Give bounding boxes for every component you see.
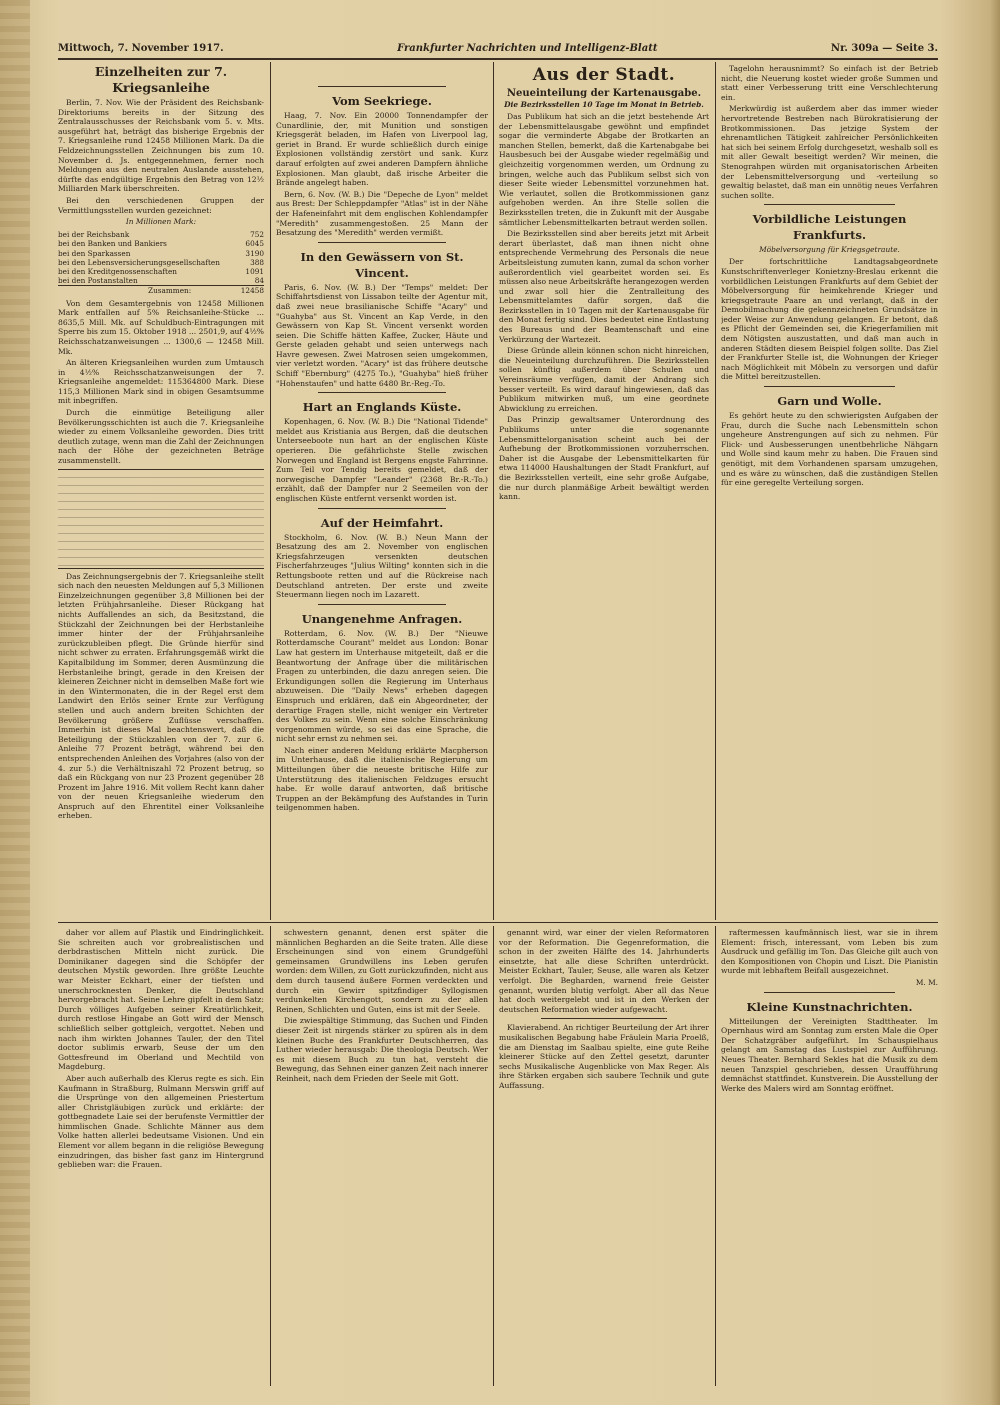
feuilleton-p5: genannt wird, war einer der vielen Reformatoren vor der Reformation. Die Gegenreformation, die schon in der zweiten Hälfte des 14. Jahrhunderts einsetzte, hat alle diese Schriften unterdrückt. Meister Eckhart, Tauler, Seuse, alle waren als Ketzer verfolgt. Die Begharden, warnend freie Geister genannt, wurden blutig verfolgt. Aber all das Neue hat doch weitergelebt und ist in den Werken der deutschen Reformation wieder aufgewacht. xyxy=(499,928,709,1014)
local-note-p1: Tagelohn herausnimmt? So einfach ist der Betrieb nicht, die Neuerung kostet wieder große Summen und statt einer Verbesserung tritt eine Verschlechterung ein. xyxy=(721,64,938,102)
unpleasant-questions-report-2: Nach einer anderen Meldung erklärte Macpherson im Unterhause, daß die italienische Regierung um Mitteilungen über die neueste britische Hilfe zur Unterstützung des italienischen Feldzuges ersucht habe. Er wolle darauf antworten, daß britische Truppen an der Bekämpfung des Aufstandes in Turin teilgenommen haben. xyxy=(276,745,488,813)
page-binding xyxy=(0,0,30,1405)
war-loan-groups-intro: Bei den verschiedenen Gruppen der Vermittlungsstellen wurden gezeichnet: xyxy=(58,195,264,215)
city-section-title: Aus der Stadt. xyxy=(532,65,676,85)
table-row: bei der Reichsbank 752 xyxy=(58,230,264,240)
sea-war-report-1: Haag, 7. Nov. Ein 20000 Tonnendampfer der Cunardlinie, der, mit Munition und sonstigen Kriegsgerät beladen, im Hafen von Liverpool lag, geriet in Brand. Er wurde schließlich durch einige Explosionen vollständig zerstört und sank. Kurz darauf erfolgten auf zwei anderen Dampfern ähnliche Explosionen. Man glaubt, daß irische Arbeiter die Brände angelegt haben. xyxy=(276,111,488,188)
masthead: Frankfurter Nachrichten und Intelligenz-Blatt xyxy=(397,42,658,54)
homeward-headline: Auf der Heimfahrt. xyxy=(320,515,444,530)
issue-date: Mittwoch, 7. November 1917. xyxy=(58,42,224,54)
piano-recital-report: Klavierabend. An richtiger Beurteilung der Art ihrer musikalischen Begabung habe Fräulein Maria Proelß, die am Dienstag im Saalbau spielte, eine gute Reihe kleinerer Stücke auf den Zettel gesetzt, darunter sechs Musikalische Augenblicke von Max Reger. Als ihre Stärken ergaben sich saubere Technik und gute Auffassung. xyxy=(499,1023,709,1090)
unit-label: In Millionen Mark: xyxy=(125,217,197,227)
column-divider xyxy=(493,926,494,1386)
feuilleton-column-1 xyxy=(58,928,264,1386)
feuilleton-column-4 xyxy=(721,928,938,1386)
feuilleton-p1: daher vor allem auf Plastik und Eindringlichkeit. Sie schreiten auch vor grobrealistischen und derbdrastischen Mitteln nicht zurück. Die Dominikaner dagegen sind die Schöpfer der deutschen Mystik geworden. Ihre größte Leuchte war Meister Eckhart, einer der tiefsten und unerschrocknesten Denker, die Deutschland hervorgebracht hat. Seine Lehre gipfelt in dem Satz: Durch völliges Aufgeben seiner Kreatürlichkeit, durch restlose Hingabe an Gott wird der Mensch schließlich selber gottgleich, vergottet. Neben und nach ihm wirkten Johannes Tauler, der den Titel doctor sublimis erwarb, Seuse der um den Gottesfreund im Oberland und Mechtild von Magdeburg. xyxy=(58,928,264,1072)
unpleasant-questions-headline: Unangenehme Anfragen. xyxy=(301,611,463,626)
divider xyxy=(764,204,894,205)
card-distribution-p4: Das Prinzip gewaltsamer Unterordnung des Publikums unter die sogenannte Lebensmittelorganisation scheint auch bei der Aufhebung der Brotkommissionen vorzuherrschen. Daher ist die Ausgabe der Lebensmittelkarten für etwa 114000 Haushaltungen der Stadt Frankfurt, auf die Bezirksstellen verteilt, eine sehr große Aufgabe, die nur durch planmäßige Arbeit bewältigt werden kann. xyxy=(499,415,709,502)
sea-war-report-2: Bern, 6. Nov. (W. B.) Die "Depeche de Lyon" meldet aus Brest: Der Schleppdampfer "Atlas" ist in der Nähe der Hafeneinfahrt mit dem englischen Kohlendampfer "Meredith" zusammengestoßen. 25 Mann der Besatzung des "Meredith" werden vermißt. xyxy=(276,189,488,238)
card-distribution-subheadline: Die Bezirksstellen 10 Tage im Monat in Betrieb. xyxy=(504,100,704,109)
feuilleton-p4: Die zwiespältige Stimmung, das Suchen und Finden dieser Zeit ist nirgends stärker zu spüren als in dem kleinen Buche des Frankfurter Deutschherren, das Luther wieder herausgab: Die theologia Deutsch. Wer es mit diesem Buch zu tun hat, versteht die Bewegung, das Sehnen einer ganzen Zeit nach innerer Reinheit, nach dem Frieden der Seele mit Gott. xyxy=(276,1016,488,1083)
column-naval-news xyxy=(276,64,488,918)
feuilleton-p6: raftermessen kaufmännisch liest, war sie in ihrem Element: frisch, interessant, vom Leben bis zum Ausdruck und gefällig im Ton. Das Gleiche gilt auch von den Kompositionen von Chopin und Liszt. Die Pianistin wurde mit lebhaftem Beifall ausgezeichnet. xyxy=(721,928,938,976)
war-loan-intro: Berlin, 7. Nov. Wie der Präsident des Reichsbank-Direktoriums bereits in der Sitzung des Zentralausschusses der Reichsbank vom 5. v. Mts. ausgeführt hat, beträgt das bisherige Ergebnis der 7. Kriegsanleihe rund 12458 Millionen Mark. Da die Feldzeichnungsstellen Zeichnungen bis zum 10. November d. Js. entgegennehmen, ferner noch Meldungen aus den neutralen Auslande ausstehen, dürfte das endgültige Ergebnis den Betrag von 12½ Milliarden Mark überschreiten. xyxy=(58,98,264,194)
divider xyxy=(541,1018,667,1019)
exemplary-subheadline: Möbelversorgung für Kriegsgetraute. xyxy=(759,245,900,255)
page-header xyxy=(58,40,938,56)
divider xyxy=(764,386,894,387)
war-loan-headline: Einzelheiten zur 7. Kriegsanleihe xyxy=(94,64,228,95)
sea-war-headline: Vom Seekriege. xyxy=(332,94,432,108)
st-vincent-report: Paris, 6. Nov. (W. B.) Der "Temps" meldet: Der Schiffahrtsdienst von Lissabon teilte der Agentur mit, daß zwei neue brasilianische Schiffe "Acary" und "Guahyba" aus St. Vincent an Kap Verde, in den Gewässern von Kap St. Vincent versenkt worden seien. Die Schiffe hätten Kaffee, Zucker, Häute und Gerste geladen gehabt und seien unterwegs nach Havre gewesen. Zwei Matrosen seien umgekommen, vier verletzt worden. "Acary" ist das frühere deutsche Schiff "Ebernburg" (4275 To.), "Guahyba" hieß früher "Hohenstaufen" und hatte 6480 Br.-Reg.-To. xyxy=(276,282,488,388)
groups-table xyxy=(58,230,264,295)
issue-number: Nr. 309a — Seite 3. xyxy=(830,42,938,54)
war-loan-participation: Durch die einmütige Beteiligung aller Bevölkerungsschichten ist auch die 7. Kriegsanleihe wieder zu einem Volksanleihe geworden. Dies tritt deutlich zutage, wenn man die Zahl der Zeichnungen nach der Höhe der gezeichneten Beträge zusammenstellt. xyxy=(58,408,264,466)
local-note-p2: Merkwürdig ist außerdem aber das immer wieder hervortretende Bestreben nach Bürokratisierung der Brotkommissionen. Das jetzige System der ehrenamtlichen Tätigkeit zahlreicher Persönlichkeiten hat sich bei seinem Erfolg durchgesetzt, weshalb soll es mit aller Gewalt beseitigt werden? Wir meinen, die Stenograhpen würden mit organisatorischen Arbeiten der Lebensmittelversorgung und -verteilung so gewaltig belastet, daß man ein unnötig neues Verfahren suchen sollte. xyxy=(721,104,938,200)
war-loan-result: Das Zeichnungsergebnis der 7. Kriegsanleihe stellt sich nach den neuesten Meldungen auf 5,3 Millionen Einzelzeichnungen gegenüber 3,8 Millionen bei der letzten Frühjahrsanleihe. Dieser Rückgang hat nichts Auffallendes an sich, da Besitzstand, die Stückzahl der Zeichnungen bei der Herbstanleihe immer hinter der der Frühjahrsanleihe zurückzubleiben pflegt. Die Gründe hierfür sind nicht schwer zu erraten. Erfahrungsgemäß wirkt die Kapitalbildung im Sommer, deren Ausmünzung die Herbstanleihe bringt, gerade in den Kreisen der kleineren Zeichner nicht in demselben Maße fort wie in den Wintermonaten, die in der Regel erst dem Landwirt den Erlös seiner Ernte zur Verfügung stellen und auch andern breiten Schichten der Bevölkerung größere Zuflüsse verschaffen. Immerhin ist dieses Mal beachtenswert, daß die Beteiligung der Stückzahlen von der 7. zur 6. Anleihe 77 Prozent beträgt, während bei den entsprechenden Anleihen des Vorjahres (also von der 4. zur 5.) die Verhältniszahl 72 Prozent betrug, so daß ein Rückgang von nur 23 Prozent gegenüber 28 Prozent im Jahre 1916. Mit vollem Recht kann daher von der neuen Kriegsanleihe wiederum den Anspruch auf den Ehrentitel einer Volksanleihe erheben. xyxy=(58,571,264,821)
column-divider xyxy=(493,62,494,920)
divider xyxy=(318,86,445,87)
divider xyxy=(318,392,445,393)
card-distribution-headline: Neueinteilung der Kartenausgabe. xyxy=(506,88,702,99)
column-local-notes xyxy=(721,64,938,918)
table-row: bei den Banken und Bankiers 6045 xyxy=(58,239,264,249)
art-news-headline: Kleine Kunstnachrichten. xyxy=(746,999,913,1014)
table-row: bei den Kreditgenossenschaften 1091 xyxy=(58,266,264,276)
divider xyxy=(318,508,445,509)
column-divider xyxy=(715,926,716,1386)
war-loan-summary: Von dem Gesamtergebnis von 12458 Millionen Mark entfallen auf 5% Reichsanleihe-Stücke ... 8635,5 Mill. Mk. auf Schuldbuch-Eintragungen mit Sperre bis zum 15. Oktober 1918 ... 2501,9, auf 4½% Reichsschatzanweisungen ... 1300,6 — 12458 Mill. Mk. xyxy=(58,298,264,356)
english-coast-headline: Hart an Englands Küste. xyxy=(302,400,462,415)
st-vincent-headline: In den Gewässern von St. Vincent. xyxy=(300,249,464,280)
card-distribution-p3: Diese Gründe allein können schon nicht hinreichen, die Neueinteilung durchzuführen. Die Bezirksstellen sollen künftig außerdem über Schulen und Vereinsräume verfügen, damit der Andrang sich besser verteilt. Es wird darauf hingewiesen, daß das Publikum mitwirken muß, um eine geordnete Abwicklung zu erreichen. xyxy=(499,346,709,413)
english-coast-report: Kopenhagen, 6. Nov. (W. B.) Die "National Tidende" meldet aus Kristiania aus Bergen, daß die deutschen Unterseeboote nun hart an der englischen Küste operieren. Die gefährlichste Stelle zwischen Norwegen und England ist Bergens engste Fahrrinne. Zum Teil vor Tendig bereits gemeldet, daß der norwegische Dampfer "Leander" (2368 Br.-R.-To.) erzählt, daß der Dampfer nur 2 Seemeilen von der englischen Küste entfernt versenkt worden ist. xyxy=(276,417,488,503)
feuilleton-column-2 xyxy=(276,928,488,1386)
column-divider xyxy=(270,62,271,920)
table-row: bei den Sparkassen 3190 xyxy=(58,248,264,258)
subscription-size-table xyxy=(58,469,264,569)
column-divider xyxy=(270,926,271,1386)
fold-rule xyxy=(58,922,938,923)
divider xyxy=(318,604,445,605)
table-row: bei den Lebensversicherungsgesellschaften 388 xyxy=(58,257,264,267)
table-total-row: Zusammen: 12458 xyxy=(58,285,264,295)
exemplary-report: Der fortschrittliche Landtagsabgeordnete Kunstschriftenverleger Konietzny-Breslau erkennt die vorbildlichen Leistungen Frankfurts auf dem Gebiet der Möbelversorgung für heimkehrende Krieger und kriegsgetraute Paare an und verlangt, daß in der Demobilmachung die gekennzeichneten Grundsätze in jeder Weise zur Anwendung gelangen. Er betont, daß es Pflicht der Gemeinden sei, die Kriegerfamilien mit dem Nötigsten auszustatten, und daß man auch in anderen Städten diesem Beispiel folgen sollte. Das Ziel der Frankfurter Stelle ist, die Wohnungen der Krieger nach Möglichkeit mit Möbeln zu versorgen und dafür die Mittel bereitzustellen. xyxy=(721,257,938,382)
yarn-wool-headline: Garn und Wolle. xyxy=(777,394,882,409)
feuilleton-p3: schwestern genannt, denen erst später die männlichen Begharden an die Seite traten. Alle diese Erscheinungen sind von einem Grundgefühl gemeinsamen Grundwillens ins Leben gerufen worden: dem Willen, zu Gott zurückzufinden, nicht aus dem durch tausend äußere Formen verdeckten und durch ein Gewirr spitzfindiger Syllogismen verdunkelten Kirchengott, sondern zu der allen Reinen, Schlichten und Guten, eins ist mit der Seele. xyxy=(276,928,488,1014)
yarn-wool-report: Es gehört heute zu den schwierigsten Aufgaben der Frau, durch die Suche nach Lebensmitteln schon ungeheure Anstrengungen auf sich zu nehmen. Für Flick- und Ausbesserungen unentbehrliche Nähgarn und Wolle sind kaum mehr zu haben. Die Frauen sind genötigt, mit dem Vorhandenen sparsam umzugehen, und es wäre zu wünschen, daß die zuständigen Stellen für eine geregelte Verteilung sorgen. xyxy=(721,411,938,488)
table-row: bei den Postanstalten 84 xyxy=(58,276,264,286)
divider xyxy=(318,242,445,243)
unpleasant-questions-report: Rotterdam, 6. Nov. (W. B.) Der "Nieuwe Rotterdamsche Courant" meldet aus London: Bonar Law hat gestern im Unterhause mitgeteilt, daß er die Beantwortung der Anfrage über die militärischen Fragen zu unterbinden, die dazu anregen seien. Die Erkundigungen sollen die Regierung im Unterhaus abzuweisen. Die "Daily News" erheben dagegen Einspruch und erklären, daß ein Abgeordneter, der derartige Fragen stelle, nicht weniger ein Vertreter des Volkes zu sein. Wenn eine solche Einschränkung vorgenommen würde, so sei das eine Sprache, die nicht sehr ernst zu nehmen sei. xyxy=(276,628,488,744)
art-news-report: Mitteilungen der Vereinigten Stadttheater. Im Opernhaus wird am Sonntag zum ersten Male die Oper Der Schatzgräber aufgeführt. Im Schauspielhaus gelangt am Samstag das Lustspiel zur Aufführung. Neues Theater. Bernhard Sekles hat die Musik zu dem neuen Tanzspiel geschrieben, dessen Uraufführung demnächst stattfindet. Kunstverein. Die Ausstellung der Werke des Malers wird am Sonntag eröffnet. xyxy=(721,1016,938,1093)
divider xyxy=(764,992,894,993)
card-distribution-p1: Das Publikum hat sich an die jetzt bestehende Art der Lebensmittelausgabe gewöhnt und empfindet sogar die verminderte Abgabe der Brotkarten an manchen Stellen, bemerkt, daß die Kartenabgabe bei Hausbesuch bei der Ausgabe wieder regelmäßig und gleichzeitig vorgenommen werden, um Ordnung zu bringen, welche auch das Publikum selbst sich von dieser Seite wieder Lebensmittel vorzunehmen hat. Wie verlautet, sollen die Brotkommissionen ganz aufgehoben werden. An ihre Stelle sollen die Bezirksstellen treten, die in Zukunft mit der Ausgabe sämtlicher Lebensmittelkarten betraut werden sollen. xyxy=(499,112,709,227)
header-rule xyxy=(58,58,938,60)
feuilleton-column-3 xyxy=(499,928,709,1386)
column-divider xyxy=(715,62,716,920)
homeward-report: Stockholm, 6. Nov. (W. B.) Neun Mann der Besatzung des am 2. November von englischen Kriegsfahrzeugen versenkten deutschen Fischerfahrzeuges "Julius Wilting" konnten sich in die Rettungsboote retten und auf die Rückreise nach Deutschland antreten. Der erste und zweite Steuermann liegen noch im Lazarett. xyxy=(276,532,488,600)
author-signature: M. M. xyxy=(915,977,938,987)
card-distribution-p2: Die Bezirksstellen sind aber bereits jetzt mit Arbeit derart überlastet, daß man ihnen nicht ohne entsprechende Vermehrung des Personals die neue Arbeitsleistung zumuten kann, zumal da schon vorher außerordentlich viel gearbeitet worden sei. Es müssen also neue Arbeitskräfte herangezogen werden und zwar soll hier die Zentralleitung des Lebensmittelamtes dafür sorgen, daß die Bezirksstellen in 10 Tagen mit der Kartenausgabe für den Monat fertig sind. Dies bedeutet eine Entlastung des Bureaus und der Beamtenschaft und eine Verkürzung der Wartezeit. xyxy=(499,229,709,344)
exemplary-headline: Vorbildliche Leistungen Frankfurts. xyxy=(752,212,907,243)
feuilleton-p2: Aber auch außerhalb des Klerus regte es sich. Ein Kaufmann in Straßburg, Rulmann Merswin griff auf die Ursprünge von den allgemeinen Priestertum aller Christgläubigen zurück und erklärte: der gottbegnadete Laie sei der berufenste Vermittler der himmlischen Gnade. Schlichte Männer aus dem Volke hatten allerlei bedeutsame Visionen. Und ein Element vor allem begann in die religiöse Bewegung einzudringen, das bisher fast ganz im Hintergrund geblieben war: die Frauen. xyxy=(58,1073,264,1170)
war-loan-exchange: An älteren Kriegsanleihen wurden zum Umtausch in 4½% Reichsschatzanweisungen der 7. Kriegsanleihe angemeldet: 115364800 Mark. Diese 115,3 Millionen Mark sind in obigen Gesamtsumme mit inbegriffen. xyxy=(58,358,264,406)
column-city-news xyxy=(499,64,709,918)
column-war-loan xyxy=(58,64,264,918)
